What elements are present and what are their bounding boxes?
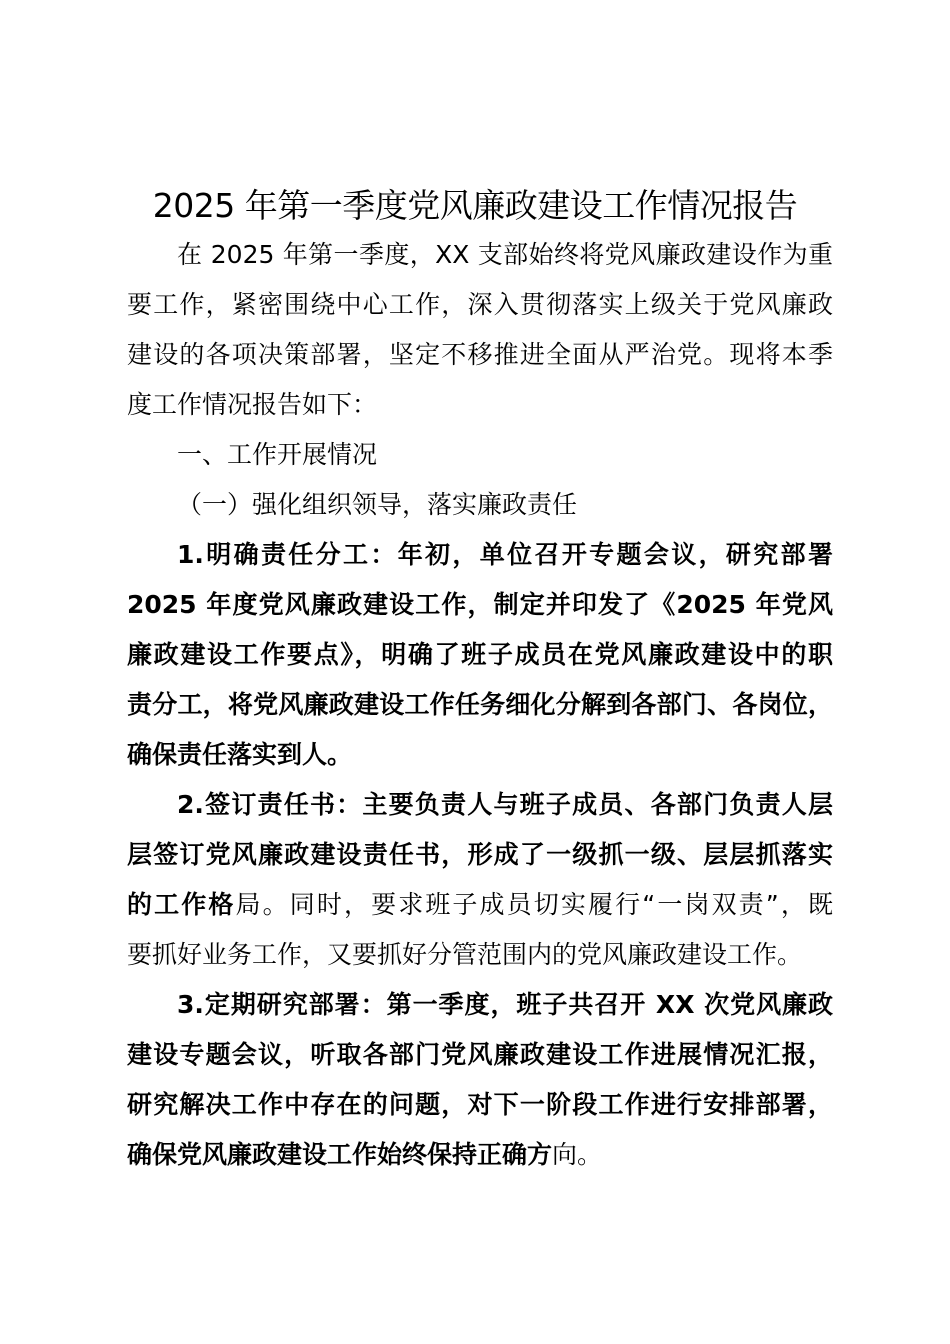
subsection-heading: （一）强化组织领导，落实廉政责任 (177, 490, 578, 519)
item3-line: 建设专题会议，听取各部门党风廉政建设工作进展情况汇报， (127, 1040, 833, 1069)
item1-line: 2025 年度党风廉政建设工作，制定并印发了《2025 年党风 (127, 590, 833, 619)
intro-line: 建设的各项决策部署，坚定不移推进全面从严治党。现将本季 (127, 340, 833, 369)
item2-regular-fragment: 局。同时，要求班子成员切实履行“一岗双责”，既 (235, 890, 833, 919)
item2-line-mixed (127, 880, 833, 930)
item2-bold-fragment: 的工作格 (127, 890, 236, 919)
item2-line: 2.签订责任书：主要负责人与班子成员、各部门负责人层 (177, 790, 833, 819)
item3-regular-fragment: 向。 (552, 1140, 603, 1169)
intro-line: 度工作情况报告如下： (127, 390, 378, 419)
item3-line: 研究解决工作中存在的问题，对下一阶段工作进行安排部署， (127, 1090, 833, 1119)
item1-line: 确保责任落实到人。 (127, 740, 353, 769)
item2-line: 要抓好业务工作，又要抓好分管范围内的党风廉政建设工作。 (127, 940, 803, 969)
item3-line: 3.定期研究部署：第一季度，班子共召开 XX 次党风廉政 (177, 990, 833, 1019)
item1-line: 责分工，将党风廉政建设工作任务细化分解到各部门、各岗位， (127, 690, 833, 719)
item1-line: 廉政建设工作要点》，明确了班子成员在党风廉政建设中的职 (127, 640, 833, 669)
document-title: 2025 年第一季度党风廉政建设工作情况报告 (152, 186, 798, 225)
intro-line: 要工作，紧密围绕中心工作，深入贯彻落实上级关于党风廉政 (127, 290, 833, 319)
item3-line-mixed (127, 1130, 602, 1180)
item1-line: 1.明确责任分工：年初，单位召开专题会议，研究部署 (177, 540, 833, 569)
section-heading: 一、工作开展情况 (177, 440, 378, 469)
item2-line: 层签订党风廉政建设责任书，形成了一级抓一级、层层抓落实 (127, 840, 833, 869)
item3-bold-fragment: 确保党风廉政建设工作始终保持正确方 (127, 1140, 553, 1169)
intro-line: 在 2025 年第一季度，XX 支部始终将党风廉政建设作为重 (177, 240, 833, 269)
